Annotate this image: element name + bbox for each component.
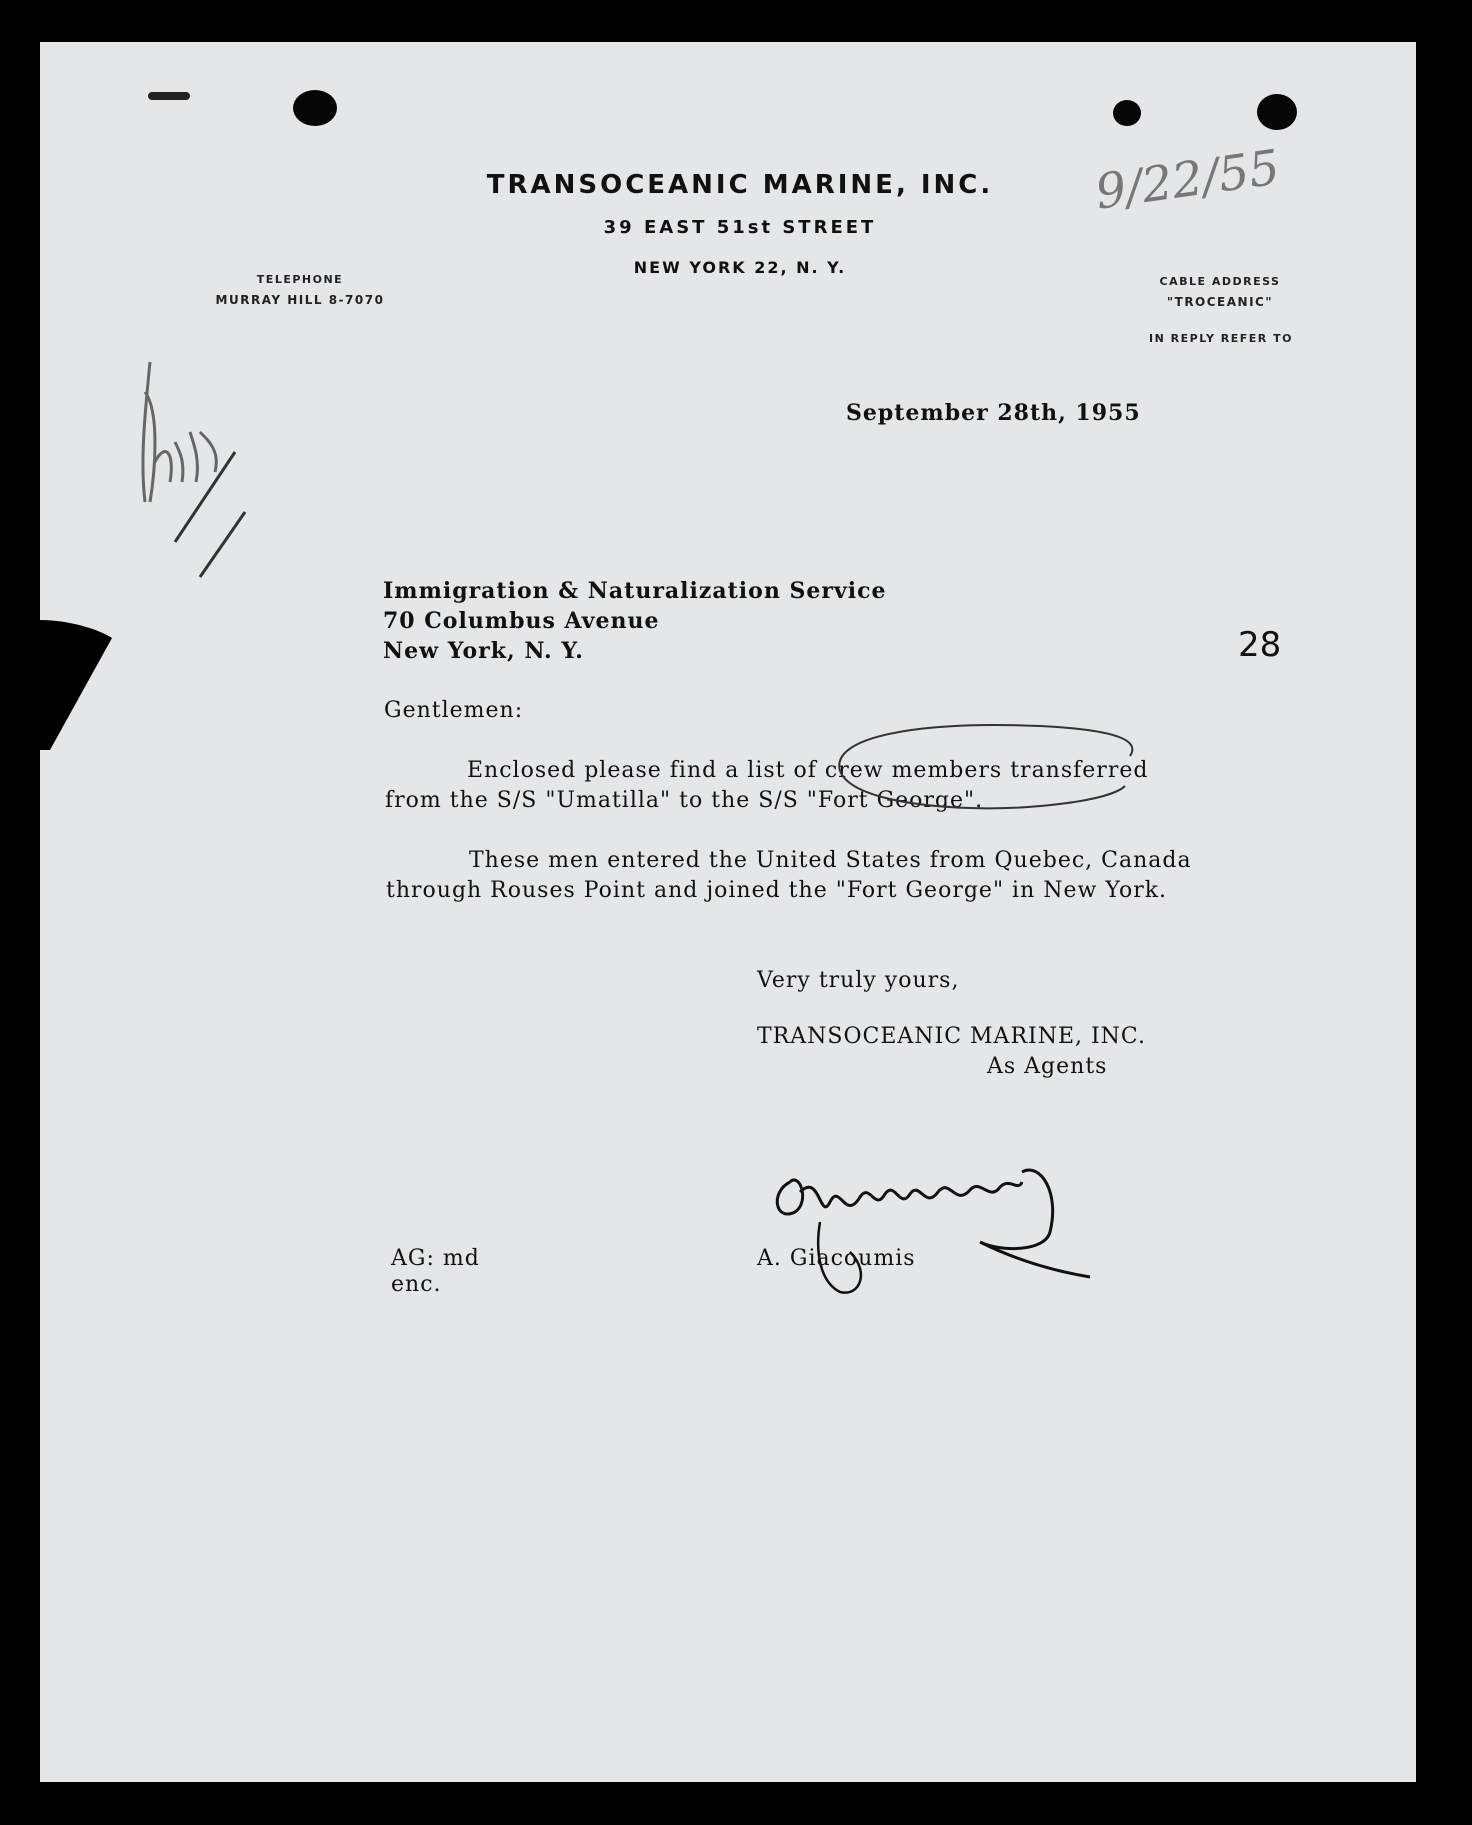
enclosure-line: enc. [391,1272,442,1297]
as-agents: As Agents [987,1054,1108,1079]
punch-mark-left [148,92,190,100]
telephone-label: TELEPHONE [256,273,344,286]
street-address: 39 EAST 51st STREET [603,217,877,238]
paragraph-1-line-2: from the S/S "Umatilla" to the S/S "Fort George". [385,788,984,813]
paragraph-1-line-1: Enclosed please find a list of crew members transferred [467,758,1149,783]
paragraph-2-line-2: through Rouses Point and joined the "Fort George" in New York. [386,878,1168,903]
torn-edge [0,600,120,780]
reply-refer: IN REPLY REFER TO [1149,332,1293,345]
handwritten-signature [760,1132,1120,1312]
punch-hole-right-small [1113,100,1141,126]
signer-name: A. Giacoumis [757,1246,916,1271]
salutation: Gentlemen: [384,698,524,723]
margin-initials-scribble [100,352,300,672]
ink-circle-annotation [820,716,1150,826]
letter-date: September 28th, 1955 [846,400,1141,426]
closing: Very truly yours, [757,968,960,993]
page-number: 28 [1238,625,1282,665]
city-address: NEW YORK 22, N. Y. [633,258,847,277]
cable-label: CABLE ADDRESS [1159,275,1281,288]
paragraph-2-line-1: These men entered the United States from Quebec, Canada [469,848,1192,873]
punch-hole-left [293,90,337,126]
initials-line: AG: md [391,1246,480,1271]
telephone-number: MURRAY HILL 8-7070 [215,293,385,307]
company-name: TRANSOCEANIC MARINE, INC. [486,170,994,200]
address-line-1: Immigration & Naturalization Service [383,578,887,604]
handwritten-date: 9/22/55 [1092,139,1284,221]
punch-hole-right [1257,94,1297,130]
address-line-2: 70 Columbus Avenue [383,608,660,634]
signature-company: TRANSOCEANIC MARINE, INC. [757,1024,1146,1049]
address-line-3: New York, N. Y. [383,638,584,664]
cable-address: "TROCEANIC" [1166,295,1274,309]
letter-page [40,42,1416,1782]
